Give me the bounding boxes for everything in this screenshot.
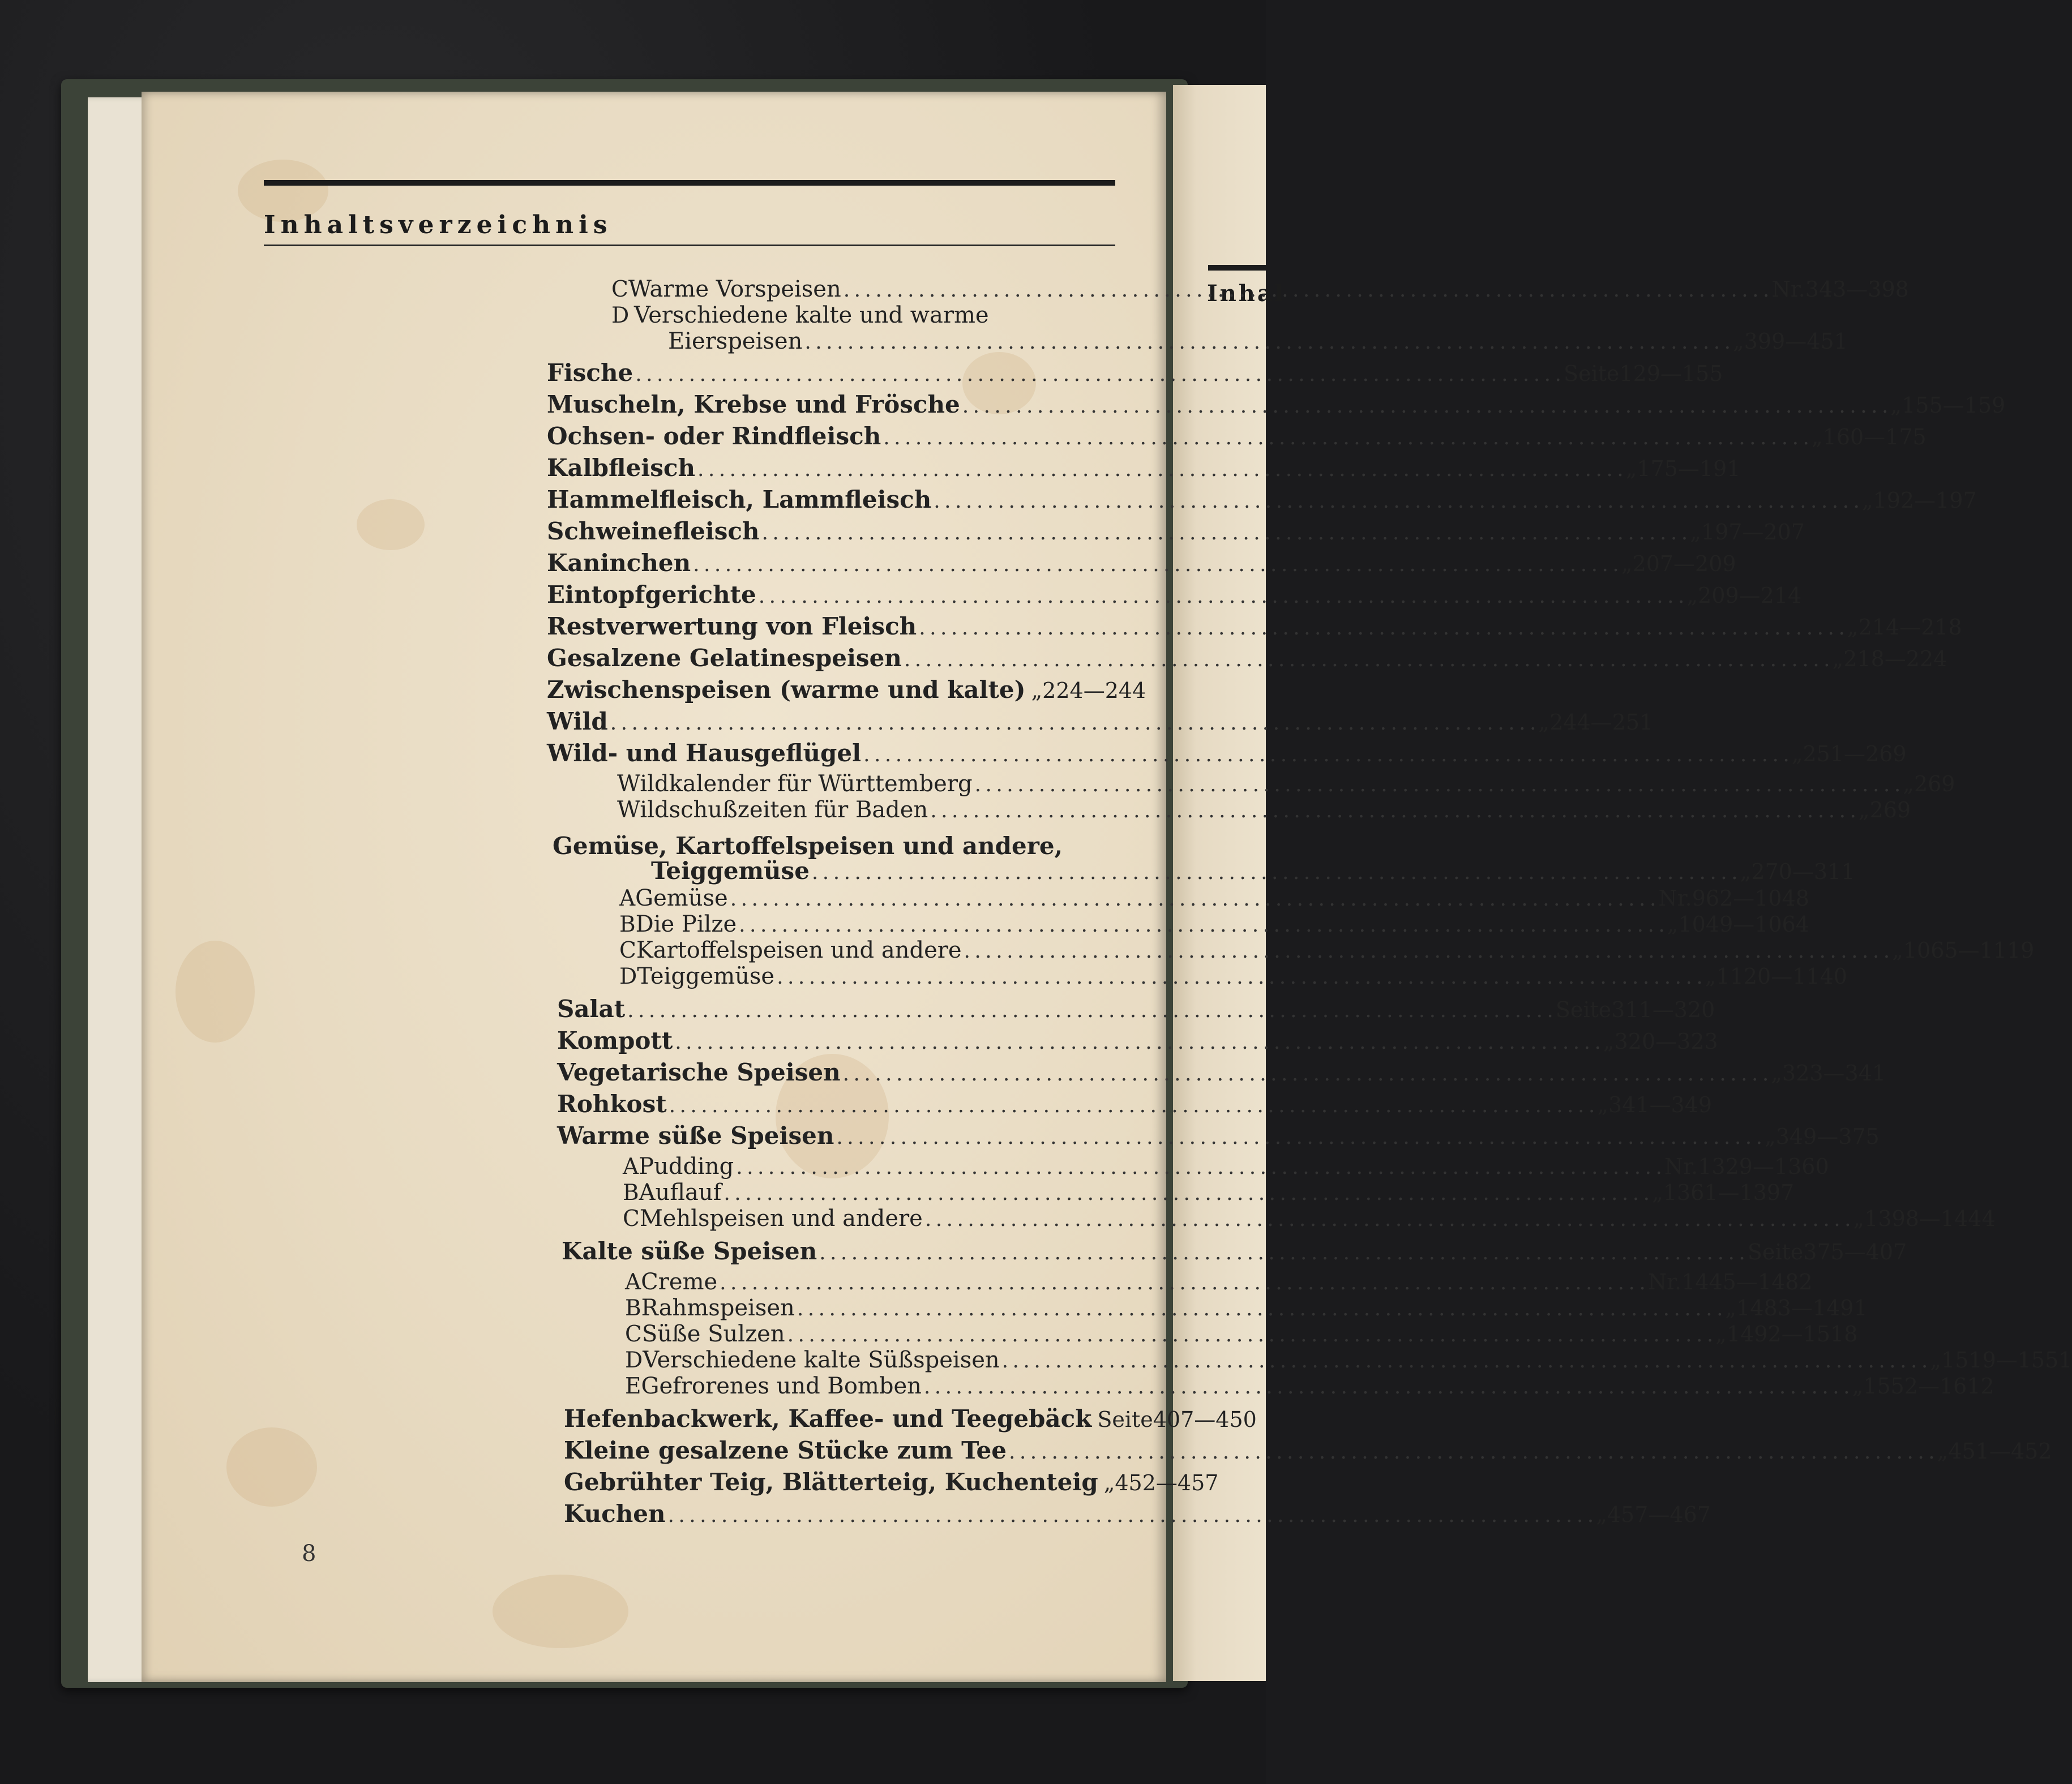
toc-entry-unit: „ [1832,646,1844,671]
toc-entry-page-range: 452—457 [1115,1470,1219,1495]
toc-entry [625,1373,1994,1401]
toc-entry-title: Mehlspeisen und andere [639,1206,923,1232]
toc-entry-page-range: 192—197 [1873,488,1977,513]
toc-entry [557,1122,1880,1150]
toc-entry-page-range: 451—452 [1948,1439,2052,1464]
toc-entry-unit: „ [1690,520,1701,544]
toc-entry-unit: „ [1667,912,1679,937]
toc-entry-unit: „ [1861,488,1873,513]
toc-entry [547,486,1977,514]
toc-leader-dots [964,940,1889,963]
toc-entry-title: Zwischenspeisen (warme und kalte) [547,676,1026,704]
toc-entry-title: Fische [547,359,633,387]
toc-entry-page-range: 343—398 [1805,277,1909,302]
toc-entry-unit: Nr. [1658,886,1692,911]
toc-entry-title: Rahmspeisen [641,1295,795,1321]
toc-entry-unit: „ [1771,1061,1783,1086]
toc-entry [625,1269,1813,1297]
toc-entry-unit: „ [1686,583,1698,608]
toc-entry-title: Warme Vorspeisen [628,276,841,302]
toc-entry-letter: B [625,1296,641,1321]
toc-entry-title: Hammelfleisch, Lammfleisch [547,486,932,513]
toc-entry-title: Verschiedene kalte und warme [634,302,989,328]
toc-entry-page-range: 1120—1140 [1716,964,1847,989]
next-page-header: Inhal [1207,280,1285,307]
toc-entry-letter: C [625,1322,642,1347]
toc-entry-page-range: 1445—1482 [1681,1270,1813,1294]
toc-entry [557,1090,1713,1118]
toc-entry-title: Creme [641,1269,718,1295]
toc-leader-dots [883,426,1808,449]
toc-entry-letter: B [623,1180,639,1206]
toc-entry [562,1237,1907,1266]
toc-leader-dots [804,331,1729,354]
toc-entry [617,771,1955,799]
toc-entry-title: Vegetarische Speisen [557,1058,841,1086]
toc-entry-page-range: 270—311 [1751,859,1855,884]
toc-entry-title: Auflauf [639,1180,722,1206]
toc-leader-dots [724,1182,1649,1205]
toc-entry-title: Wild [547,707,608,735]
toc-entry-title: Pudding [639,1153,734,1180]
toc-entry-page-range: 209—214 [1698,583,1802,608]
toc-entry-letter: A [623,1154,639,1180]
toc-entry-title: Gebrühter Teig, Blätterteig, Kuchenteig [564,1468,1098,1496]
toc-entry-title: Verschiedene kalte Süßspeisen [643,1347,1000,1373]
toc-leader-dots [863,743,1788,766]
toc-entry-unit: Seite [1563,361,1620,386]
toc-leader-dots [930,799,1855,822]
toc-entry-page-range: 1065—1119 [1903,938,2035,963]
toc-entry-title: Wildschußzeiten für Baden [617,797,928,823]
toc-entry [668,328,1848,357]
toc-leader-dots [697,458,1623,481]
toc-entry-unit: Nr. [1647,1270,1682,1294]
toc-entry [623,1180,1795,1208]
toc-entry [564,1436,2052,1465]
toc-entry [619,885,1809,914]
toc-entry-title: Gemüse, Kartoffelspeisen und andere, [553,832,1063,860]
toc-entry-unit: Nr. [1664,1154,1698,1179]
toc-entry-letter: E [625,1374,641,1399]
toc-entry-unit: „ [1858,797,1870,822]
toc-entry [553,832,1113,860]
toc-entry-page-range: 311—320 [1611,997,1715,1022]
toc-entry-title: Kalte süße Speisen [562,1237,817,1265]
toc-entry-title: Warme süße Speisen [557,1122,834,1150]
toc-leader-dots [627,999,1552,1022]
toc-leader-dots [777,966,1702,989]
toc-entry-unit: „ [1791,741,1803,766]
toc-entry [547,581,1802,609]
toc-leader-dots [736,1156,1661,1179]
toc-entry [557,1058,1886,1087]
toc-entry-unit: „ [1725,1296,1737,1320]
toc-entry-title: Teiggemüse [651,857,810,885]
toc-entry-unit: Seite [1747,1240,1804,1264]
toc-entry-unit: „ [1603,1029,1615,1054]
toc-entry [617,797,1911,825]
toc-entry-page-range: 218—224 [1843,646,1947,671]
toc-entry-unit: „ [1890,393,1902,418]
toc-entry-unit: „ [1930,1348,1942,1373]
toc-entry-page-range: 375—407 [1803,1240,1907,1264]
toc-entry-page-range: 399—451 [1744,329,1848,354]
toc-entry [547,644,1947,672]
toc-leader-dots [924,1375,1849,1399]
toc-entry [547,517,1805,546]
page-number: 8 [302,1541,316,1567]
toc-entry-unit: Seite [1097,1407,1153,1432]
toc-entry-page-range: 207—209 [1632,551,1736,576]
toc-entry-letter: C [623,1206,640,1232]
toc-entry-title: Eierspeisen [668,328,803,354]
toc-leader-dots [975,773,1900,796]
toc-entry [547,422,1927,451]
toc-entry-unit: „ [1705,964,1716,989]
toc-entry-letter: B [619,912,636,937]
toc-entry-letter: C [619,938,636,963]
toc-entry-title: Süße Sulzen [641,1321,785,1347]
toc-entry [547,549,1736,577]
toc-entry-unit: „ [1811,424,1823,449]
toc-entry-page-range: 214—218 [1858,615,1962,640]
toc-entry-page-range: 1049—1064 [1678,912,1809,937]
toc-entry-unit: „ [1853,1206,1865,1231]
toc-entry-page-range: 1552—1612 [1863,1374,1994,1399]
toc-entry-title: Kleine gesalzene Stücke zum Tee [564,1436,1007,1464]
toc-leader-dots [819,1241,1744,1264]
toc-entry-page-range: 129—155 [1619,361,1723,386]
toc-entry-letter: A [625,1270,641,1295]
toc-leader-dots [1002,1349,1927,1373]
toc-leader-dots [693,553,1618,576]
toc-leader-dots [669,1094,1594,1117]
toc-entry [547,707,1654,736]
toc-leader-dots [797,1297,1722,1320]
toc-entry-unit: „ [1892,938,1903,963]
toc-entry-page-range: 197—207 [1701,520,1805,544]
toc-leader-dots [635,363,1560,386]
toc-leader-dots [843,1062,1768,1086]
toc-entry-page-range: 1519—1551 [1941,1348,2072,1373]
toc-entry-unit: Nr. [1771,277,1805,302]
toc-leader-dots [904,648,1829,671]
toc-entry-title: Wild- und Hausgeflügel [547,739,862,767]
toc-leader-dots [844,278,1769,302]
toc-entry [623,1206,1996,1234]
toc-leader-dots [739,914,1664,937]
toc-entry-title: Kalbfleisch [547,454,696,482]
toc-entry [564,1468,1219,1496]
toc-entry [557,995,1715,1023]
toc-entry-page-range: 407—450 [1153,1407,1257,1432]
toc-entry-letter: D [611,303,630,328]
page-title: Inhaltsverzeichnis [264,211,613,239]
toc-entry [625,1347,2072,1375]
toc-entry [547,739,1907,767]
toc-leader-dots [667,1504,1592,1527]
toc-entry-page-range: 349—375 [1775,1124,1880,1149]
toc-entry-title: Salat [557,995,626,1023]
toc-leader-dots [720,1271,1645,1294]
toc-leader-dots [962,394,1887,418]
toc-entry-unit: „ [1103,1470,1115,1495]
toc-entry-page-range: 320—323 [1614,1029,1718,1054]
toc-entry-unit: „ [1847,615,1859,640]
toc-entry-page-range: 457—467 [1607,1502,1711,1527]
toc-entry [547,676,1146,704]
toc-entry [619,963,1847,992]
toc-entry [547,391,2006,419]
toc-entry [619,911,1809,940]
toc-entry [651,857,1855,885]
toc-entry-title: Die Pilze [635,911,737,937]
toc-entry-title: Muscheln, Krebse und Frösche [547,391,960,418]
toc-entry-page-range: 224—244 [1042,678,1146,703]
toc-entry-title: Rohkost [557,1090,667,1118]
toc-entry-title: Kuchen [564,1500,666,1528]
toc-leader-dots [610,711,1535,735]
toc-entry [623,1153,1829,1182]
toc-entry-unit: „ [1652,1180,1663,1205]
toc-entry-page-range: 175—191 [1637,456,1741,481]
toc-entry-unit: „ [1621,551,1633,576]
toc-entry [564,1500,1711,1528]
toc-entry [625,1295,1868,1323]
toc-entry-page-range: 269 [1869,797,1911,822]
toc-entry-letter: C [611,277,628,302]
toc-entry-unit: „ [1596,1502,1607,1527]
toc-entry [547,612,1962,641]
toc-entry [547,454,1741,482]
toc-entry [564,1405,1257,1433]
toc-entry-unit: „ [1597,1092,1609,1117]
toc-entry-page-range: 1329—1360 [1698,1154,1829,1179]
toc-entry-title: Kompott [557,1027,673,1054]
toc-entry-title: Gesalzene Gelatinespeisen [547,644,902,672]
toc-leader-dots [730,887,1655,911]
toc-entry-title: Gemüse [635,885,728,911]
toc-leader-dots [919,616,1844,640]
toc-entry-letter: A [619,886,636,911]
toc-entry-page-range: 244—251 [1549,710,1654,735]
toc-entry-title: Kaninchen [547,549,691,577]
toc-entry-letter: D [625,1348,643,1373]
toc-leader-dots [934,490,1859,513]
toc-leader-dots [759,585,1684,608]
toc-entry-page-range: 269 [1913,771,1955,796]
toc-leader-dots [925,1208,1850,1231]
toc-entry-title: Schweinefleisch [547,517,760,545]
toc-entry-unit: „ [1740,859,1752,884]
toc-entry-title: Wildkalender für Württemberg [617,771,973,797]
toc-entry-page-range: 1361—1397 [1663,1180,1795,1205]
toc-leader-dots [675,1031,1600,1054]
toc-entry-page-range: 251—269 [1803,741,1907,766]
toc-entry-title: Restverwertung von Fleisch [547,612,917,640]
toc-leader-dots [836,1126,1761,1149]
toc-leader-dots [787,1323,1713,1346]
toc-entry-letter: D [619,964,637,989]
toc-entry-page-range: 1398—1444 [1864,1206,1996,1231]
toc-entry-unit: „ [1903,771,1914,796]
toc-entry-page-range: 341—349 [1608,1092,1713,1117]
toc-entry-title: Teiggemüse [637,963,775,989]
toc-entry-unit: „ [1852,1374,1864,1399]
toc-entry-title: Ochsen- oder Rindfleisch [547,422,881,450]
toc-entry-title: Hefenbackwerk, Kaffee- und Teegebäck [564,1405,1092,1433]
toc-entry-page-range: 323—341 [1782,1061,1886,1086]
toc-entry-unit: „ [1733,329,1744,354]
toc-entry-page-range: 962—1048 [1692,886,1809,911]
toc-entry-unit: „ [1031,678,1043,703]
toc-entry-title: Eintopfgerichte [547,581,756,608]
toc-entry-title: Gefrorenes und Bomben [641,1373,922,1399]
toc-entry [547,359,1723,387]
toc-entry-page-range: 1483—1491 [1736,1296,1868,1320]
toc-leader-dots [762,521,1687,544]
toc-entry [611,302,1110,331]
toc-entry-unit: „ [1765,1124,1776,1149]
toc-entry-unit: „ [1538,710,1550,735]
toc-leader-dots [1009,1440,1934,1464]
toc-leader-dots [812,861,1737,884]
toc-entry-page-range: 1492—1518 [1726,1322,1858,1346]
toc-entry-title: Kartoffelspeisen und andere [636,937,962,963]
toc-entry-page-range: 160—175 [1822,424,1927,449]
toc-entry-page-range: 155—159 [1902,393,2006,418]
toc-entry-unit: Seite [1555,997,1612,1022]
toc-entry [619,937,2035,966]
toc-entry [625,1321,1858,1349]
toc-entry-unit: „ [1937,1439,1949,1464]
toc-entry [557,1027,1718,1055]
toc-entry-unit: „ [1715,1322,1727,1346]
toc-entry-unit: „ [1625,456,1637,481]
